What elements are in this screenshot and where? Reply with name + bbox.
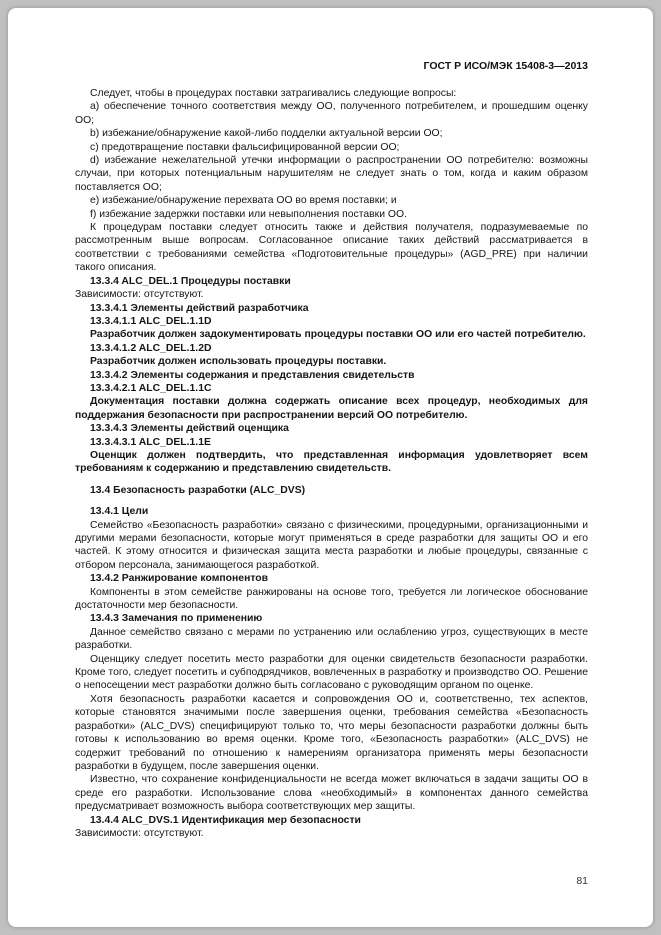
list-item: f) избежание задержки поставки или невыполнения поставки ОО. — [90, 208, 407, 220]
section-heading: 13.4.1 Цели — [90, 506, 149, 518]
body-paragraph: Оценщику следует посетить место разработки для оценки свидетельств безопасности разработки. Кроме того, следует посетить и субподрядчиков, вовлеченных в разработку и производство ОО. Решение о непосещении мест разработки должно быть согласовано с руководящим органом по оценке. — [75, 653, 588, 692]
section-heading: 13.3.4.3 Элементы действий оценщика — [90, 423, 289, 435]
list-item: d) избежание нежелательной утечки информации о распространении ОО потребителю: возможны случаи, при которых потенциальным нарушителям не следует знать о том, когда и каким образом поставляется ОО; — [75, 155, 588, 193]
section-heading: 13.3.4.2.1 ALC_DEL.1.1C — [90, 382, 212, 394]
body-paragraph: Зависимости: отсутствуют. — [75, 827, 204, 839]
document-body — [75, 87, 588, 840]
section-heading: 13.3.4.1.2 ALC_DEL.1.2D — [90, 342, 212, 354]
body-paragraph: Известно, что сохранение конфиденциальности не всегда может включаться в задачи защиты ОО в среде его разработки. Использование слова «необходимый» в компонентах данного семейства предусматривает возможность выбора соответствующих мер защиты. — [75, 774, 588, 813]
section-heading: 13.3.4.1 Элементы действий разработчика — [90, 302, 309, 314]
body-paragraph: Зависимости: отсутствуют. — [75, 289, 204, 301]
section-heading: 13.3.4.2 Элементы содержания и представления свидетельств — [90, 369, 415, 381]
body-paragraph: К процедурам поставки следует относить также и действия получателя, подразумеваемые по рассмотренным выше вопросам. Согласованное описание таких действий рассматривается в соответствии с требованиями семейства «Подготовительные процедуры» (AGD_PRE) при наличии такого описания. — [75, 222, 588, 274]
section-heading: 13.3.4.3.1 ALC_DEL.1.1E — [90, 436, 211, 448]
requirement-paragraph: Разработчик должен использовать процедуры поставки. — [90, 356, 387, 368]
section-heading: 13.4.3 Замечания по применению — [90, 613, 263, 625]
section-heading: 13.3.4.1.1 ALC_DEL.1.1D — [90, 315, 212, 327]
requirement-paragraph: Оценщик должен подтвердить, что представленная информация удовлетворяет всем требованиям к содержанию и представлению свидетельств. — [75, 449, 588, 475]
requirement-paragraph: Документация поставки должна содержать описание всех процедур, необходимых для поддержания безопасности при распространении версий ОО потребителю. — [75, 396, 588, 421]
list-item: b) избежание/обнаружение какой-либо подделки актуальной версии ОО; — [90, 128, 443, 140]
body-paragraph: Семейство «Безопасность разработки» связано с физическими, процедурными, организационными и другими мерами безопасности, которые могут применяться в среде разработки для защиты ОО и его частей. К этому относится и физическая защита места разработки и любые процедуры, связанные с отбором персонала, занимающегося разработкой. — [75, 519, 588, 571]
body-paragraph: Следует, чтобы в процедурах поставки затрагивались следующие вопросы: — [90, 88, 457, 99]
list-item: a) обеспечение точного соответствия между ОО, полученного потребителем, и прошедшим оценку ОО; — [75, 101, 588, 126]
document-page — [8, 8, 653, 927]
list-item: c) предотвращение поставки фальсифицированной версии ОО; — [90, 141, 400, 153]
body-paragraph: Компоненты в этом семействе ранжированы на основе того, требуется ли логическое обоснование достаточности мер безопасности. — [75, 586, 588, 612]
section-heading: 13.3.4 ALC_DEL.1 Процедуры поставки — [90, 275, 291, 287]
requirement-paragraph: Разработчик должен задокументировать процедуры поставки ОО или его частей потребителю. — [90, 329, 586, 341]
body-paragraph: Хотя безопасность разработки касается и сопровождения ОО и, соответственно, тех аспектов, которые становятся значимыми после завершения оценки, требования семейства «Безопасность разработки» (ALC_DVS) специфицируют только то, что меры безопасности разработки должны быть готовы к использованию во время оценки. Кроме того, «Безопасность разработки» (ALC_DVS) не содержит требований по отношению к намерениям организатора применять меры безопасности разработки в будущем, после завершения оценки. — [75, 693, 588, 772]
section-heading: 13.4.4 ALC_DVS.1 Идентификация мер безопасности — [90, 814, 361, 826]
page-number: 81 — [576, 875, 588, 887]
section-heading: 13.4.2 Ранжирование компонентов — [90, 573, 269, 585]
list-item: e) избежание/обнаружение перехвата ОО во время поставки; и — [90, 195, 397, 207]
section-heading: 13.4 Безопасность разработки (ALC_DVS) — [90, 484, 306, 496]
body-paragraph: Данное семейство связано с мерами по устранению или ослаблению угроз, существующих в месте разработки. — [75, 626, 588, 652]
document-header: ГОСТ Р ИСО/МЭК 15408-3—2013 — [423, 60, 588, 72]
